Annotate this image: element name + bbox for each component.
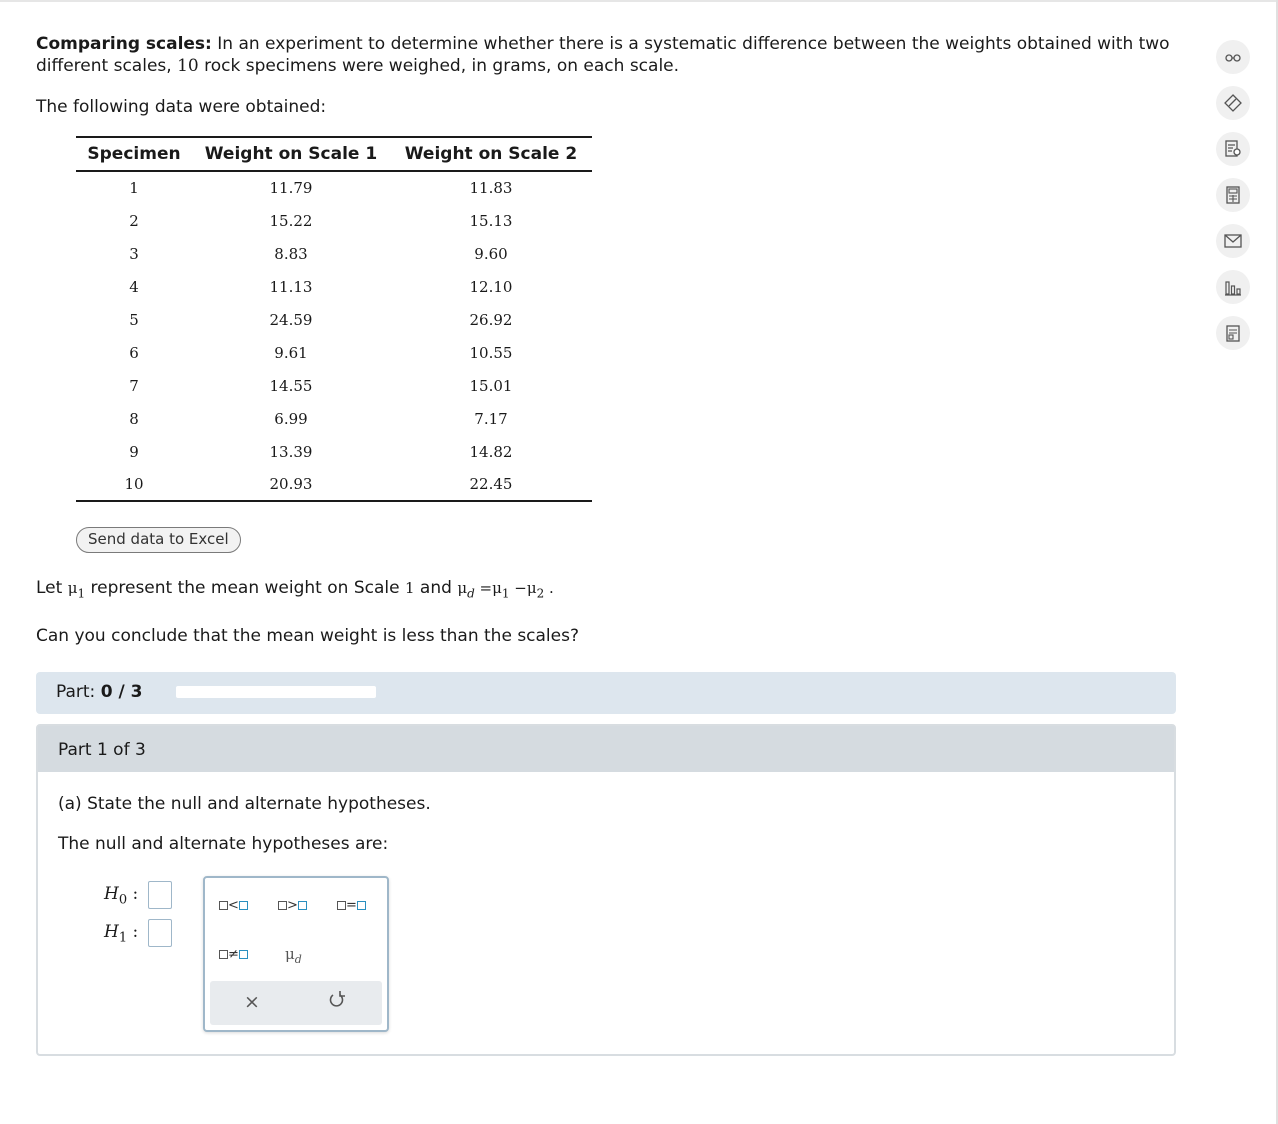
eraser-icon[interactable] xyxy=(1216,86,1250,120)
send-to-excel-button[interactable]: Send data to Excel xyxy=(76,527,241,553)
notes-icon[interactable] xyxy=(1216,316,1250,350)
table-row: 6 9.61 10.55 xyxy=(129,343,513,362)
problem-heading: Comparing scales: xyxy=(36,34,212,54)
h0-label: $H_0$ : xyxy=(104,884,139,908)
question-text: Can you conclude that the mean weight is less than the scales? xyxy=(36,626,579,646)
glasses-icon[interactable] xyxy=(1216,40,1250,74)
chart-icon[interactable] xyxy=(1216,270,1250,304)
table-row: 4 11.13 12.10 xyxy=(129,277,513,296)
undo-icon[interactable] xyxy=(328,990,346,1015)
header-scale1: Weight on Scale 1 xyxy=(192,137,390,171)
definition-line: Let $\mu_1$ represent the mean weight on Scale 1 and $\mu_d =\mu_1 -\mu_2$ . xyxy=(36,578,554,601)
not-equal-button[interactable]: ≠ xyxy=(219,947,248,962)
part-header xyxy=(38,726,1174,772)
data-table xyxy=(76,136,592,502)
part-panel xyxy=(36,724,1176,1056)
progress-label: Part: 0 / 3 xyxy=(56,682,143,702)
palette-footer xyxy=(210,981,382,1025)
part-title: Part 1 of 3 xyxy=(58,740,146,760)
problem-intro: Comparing scales: In an experiment to determine whether there is a systematic difference between the weights obtained with two different scales, 10 rock specimens were weighed, in grams, on each scale. xyxy=(36,34,1170,76)
h0-input[interactable] xyxy=(148,881,172,909)
h1-input[interactable] xyxy=(148,919,172,947)
mu-d-button[interactable]: $\mu_d$ xyxy=(285,945,302,966)
header-specimen: Specimen xyxy=(76,137,192,171)
table-row: 9 13.39 14.82 xyxy=(129,442,513,461)
symbol-palette xyxy=(203,876,389,1032)
table-row: 2 15.22 15.13 xyxy=(129,211,513,230)
data-caption: The following data were obtained: xyxy=(36,97,327,117)
mail-icon[interactable] xyxy=(1216,224,1250,258)
reading-icon[interactable] xyxy=(1216,132,1250,166)
table-row: 10 20.93 22.45 xyxy=(76,468,592,501)
header-scale2: Weight on Scale 2 xyxy=(390,137,592,171)
greater-than-button[interactable]: > xyxy=(278,898,307,913)
table-row: 1 11.79 11.83 xyxy=(129,179,513,197)
progress-track xyxy=(176,686,376,698)
part-question: (a) State the null and alternate hypotheses. xyxy=(58,794,431,814)
table-row: 7 14.55 15.01 xyxy=(129,376,513,395)
progress-bar-panel xyxy=(36,672,1176,714)
table-row: 5 24.59 26.92 xyxy=(129,310,513,329)
table-row: 3 8.83 9.60 xyxy=(129,244,508,263)
top-divider xyxy=(0,0,1278,2)
part-instruction: The null and alternate hypotheses are: xyxy=(58,834,389,854)
specimen-count: 10 xyxy=(177,56,199,76)
clear-icon[interactable]: × xyxy=(244,991,260,1013)
table-row: 8 6.99 7.17 xyxy=(129,409,508,428)
table-header-row xyxy=(76,137,592,171)
less-than-button[interactable]: < xyxy=(219,898,248,913)
equals-button[interactable]: = xyxy=(337,898,366,913)
h1-label: $H_1$ : xyxy=(104,922,139,946)
progress-value: 0 / 3 xyxy=(100,682,143,702)
calculator-icon[interactable] xyxy=(1216,178,1250,212)
